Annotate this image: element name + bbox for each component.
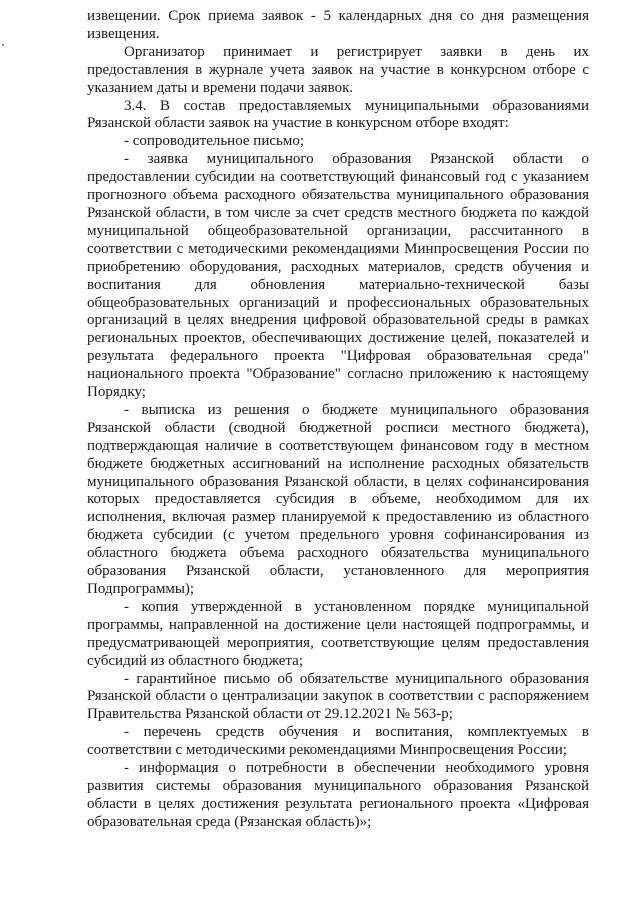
list-item-budget-extract: - выписка из решения о бюджете муниципального образования Рязанской области (сводной бюджетной росписи местного бюджета), подтверждающая наличие в соответствующем финансовом году в местном бюджете бюджетных ассигнований на исполнение расходных обязательств муниципального образования Рязанской области, в целях софинансирования которых предоставляется субсидия в объеме, необходимом для их исполнения, включая размер планируемой к предоставлению из областного бюджета субсидии (с учетом предельного уровня софинансирования из областного бюджета объема расходного обязательства муниципального образования Рязанской области, установленного для мероприятия Подпрограммы);	[87, 401, 589, 597]
scan-margin-mark	[2, 44, 4, 46]
list-item-needs-information: - информация о потребности в обеспечении необходимого уровня развития системы образования муниципального образования Рязанской области в целях достижения результата регионального проекта «Цифровая образовательная среда (Рязанская область)»;	[87, 760, 589, 830]
list-item-application: - заявка муниципального образования Рязанской области о предоставлении субсидии на соответствующий финансовый год с указанием прогнозного объема расходного обязательства муниципального образования Рязанской области, в том числе за счет средств местного бюджета по каждой муниципальной общеобразовательной организации, рассчитанного в соответствии с методическими рекомендациями Минпросвещения России по приобретению оборудования, расходных материалов, средств обучения и воспитания для обновления материально-технической базы общеобразовательных организаций и профессиональных образовательных организаций в целях внедрения цифровой образовательной среды в рамках региональных проектов, обеспечивающих достижение целей, показателей и результата федерального проекта "Цифровая образовательная среда" национального проекта "Образование" согласно приложению к настоящему Порядку;	[87, 151, 589, 401]
list-item-guarantee-letter: - гарантийное письмо об обязательстве муниципального образования Рязанской области о централизации закупок в соответствии с распоряжением Правительства Рязанской области от 29.12.2021 № 563-р;	[87, 670, 589, 723]
paragraph-continuation: извещении. Срок приема заявок - 5 календарных дня со дня размещения извещения.	[87, 8, 589, 42]
paragraph-organizer-registration: Организатор принимает и регистрирует заявки в день их предоставления в журнале учета заявок на участие в конкурсном отборе с указанием даты и времени подачи заявок.	[87, 43, 589, 96]
list-item-equipment-list: - перечень средств обучения и воспитания, комплектуемых в соответствии с методическими рекомендациями Минпросвещения России;	[87, 724, 589, 759]
list-item-cover-letter: - сопроводительное письмо;	[124, 133, 305, 150]
list-item-program-copy: - копия утвержденной в установленном порядке муниципальной программы, направленной на достижение цели настоящей подпрограммы, и предусматривающей мероприятия, соответствующие целям предоставления субсидий из областного бюджета;	[87, 598, 589, 669]
document-body	[87, 8, 589, 832]
paragraph-section-3-4: 3.4. В состав предоставляемых муниципальными образованиями Рязанской области заявок на участие в конкурсном отборе входят:	[87, 97, 589, 132]
